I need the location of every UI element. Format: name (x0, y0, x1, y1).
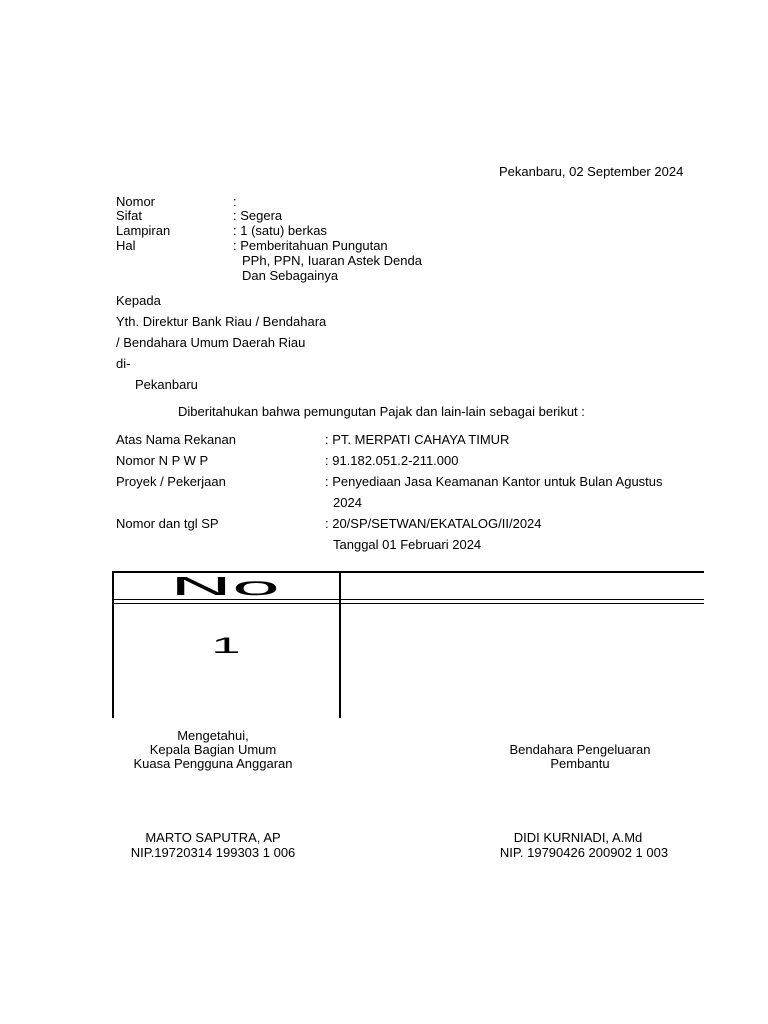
sign-right-name: DIDI KURNIADI, A.Md (513, 830, 643, 845)
sign-left-line-3: Kuasa Pengguna Anggaran (133, 756, 293, 771)
sign-left-line-1: Mengetahui, (177, 728, 249, 743)
lampiran-label: Lampiran (116, 223, 171, 238)
rekanan-value: : PT. MERPATI CAHAYA TIMUR (325, 432, 510, 447)
sign-right-line-1: Bendahara Pengeluaran (509, 742, 651, 757)
recipient-line-1: Yth. Direktur Bank Riau / Bendahara (116, 314, 327, 329)
sp-value-2: Tanggal 01 Februari 2024 (333, 537, 482, 552)
sign-right-nip: NIP. 19790426 200902 1 003 (499, 845, 669, 860)
proyek-value-1: : Penyediaan Jasa Keamanan Kantor untuk Bulan Agustus (325, 474, 663, 489)
table-row-1-no: 1 (211, 633, 241, 658)
body-intro: Diberitahukan bahwa pemungutan Pajak dan lain-lain sebagai berikut : (178, 404, 585, 419)
hal-value-3: Dan Sebagainya (242, 268, 339, 283)
hal-value-2: PPh, PPN, Iuaran Astek Denda (242, 253, 422, 268)
nomor-label: Nomor (116, 194, 156, 209)
npwp-label: Nomor N P W P (116, 453, 209, 468)
recipient-line-2: / Bendahara Umum Daerah Riau (116, 335, 306, 350)
sign-right-line-2: Pembantu (550, 756, 610, 771)
hal-label: Hal (116, 238, 136, 253)
proyek-value-2: 2024 (333, 495, 362, 510)
recipient-di: di- (116, 356, 131, 371)
sifat-value: : Segera (233, 208, 283, 223)
hal-value-1: : Pemberitahuan Pungutan (233, 238, 388, 253)
npwp-value: : 91.182.051.2-211.000 (325, 453, 459, 468)
sign-left-nip: NIP.19720314 199303 1 006 (130, 845, 296, 860)
sign-left-name: MARTO SAPUTRA, AP (145, 830, 281, 845)
recipient-kepada: Kepada (116, 293, 161, 308)
sifat-label: Sifat (116, 208, 143, 223)
place-date: Pekanbaru, 02 September 2024 (499, 164, 684, 179)
nomor-value: : (233, 194, 237, 209)
proyek-label: Proyek / Pekerjaan (116, 474, 226, 489)
table-header-border-2 (112, 603, 704, 604)
sp-label: Nomor dan tgl SP (116, 516, 219, 531)
table-header-no: No (170, 571, 280, 601)
lampiran-value: : 1 (satu) berkas (233, 223, 327, 238)
sign-left-line-2: Kepala Bagian Umum (149, 742, 277, 757)
recipient-city: Pekanbaru (135, 377, 198, 392)
sp-value-1: : 20/SP/SETWAN/EKATALOG/II/2024 (325, 516, 542, 531)
rekanan-label: Atas Nama Rekanan (116, 432, 236, 447)
